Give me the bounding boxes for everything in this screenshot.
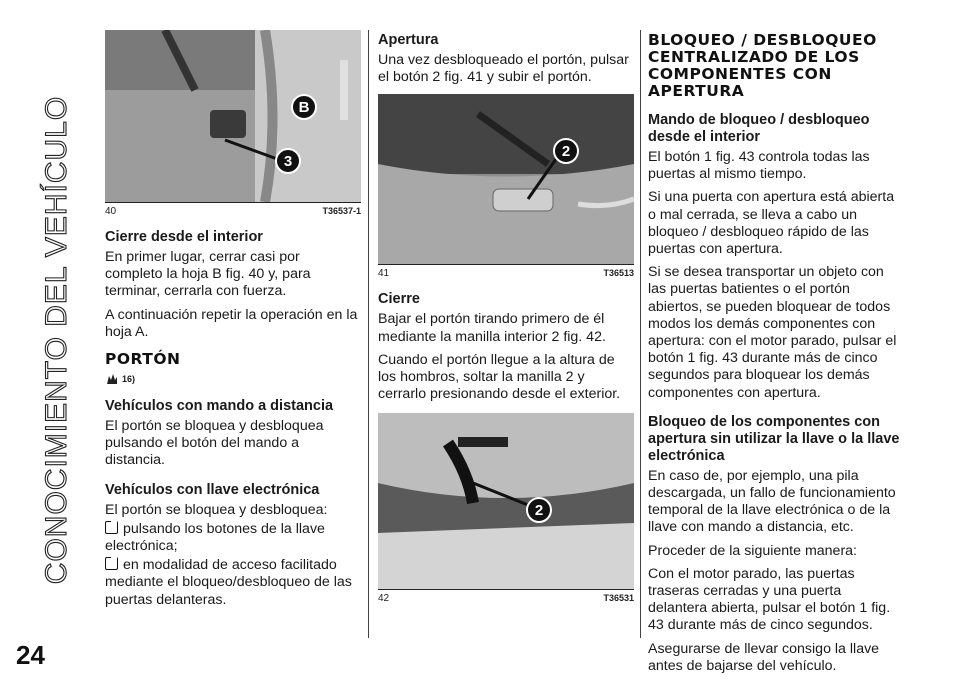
heading-mando-interior: Mando de bloqueo / desbloqueo desde el interior xyxy=(648,112,870,145)
paragraph: El botón 1 fig. 43 controla todas las puertas al mismo tiempo. xyxy=(648,149,870,183)
figure-40-illustration xyxy=(105,30,361,202)
paragraph: Con el motor parado, las puertas traseras cerradas y una puerta delantera abierta, pulsar el botón 1 fig. 43 durante más de cinco segundos. xyxy=(648,565,891,634)
heading-cierre: Cierre xyxy=(378,291,420,308)
bullet-text: pulsando los botones de la llave electrónica; xyxy=(105,520,325,555)
heading-cierre-interior: Cierre desde el interior xyxy=(105,229,263,245)
paragraph: El portón se bloquea y desbloquea: xyxy=(105,501,328,518)
figure-41 xyxy=(378,94,634,265)
figure-number: 40 xyxy=(105,206,117,217)
paragraph: En caso de, por ejemplo, una pila descargada, un fallo de funcionamiento temporal de la llave electrónica o de la llave con mando a distancia, etc. xyxy=(648,467,896,536)
callout-3: 3 xyxy=(275,148,301,174)
warning-reference xyxy=(105,372,361,386)
figure-code: T36513 xyxy=(603,268,634,279)
section-heading-porton: PORTÓN xyxy=(105,350,181,369)
warning-ref-number: 16) xyxy=(122,374,136,385)
paragraph: En primer lugar, cerrar casi por completo la hoja B fig. 40 y, para terminar, cerrarla con fuerza. xyxy=(105,249,311,300)
callout-2: 2 xyxy=(526,497,552,523)
warning-hand-icon xyxy=(105,372,119,386)
figure-code: T36531 xyxy=(603,593,634,604)
bullet-text: en modalidad de acceso facilitado mediante el bloqueo/desbloqueo de las puertas delanteras. xyxy=(105,557,352,608)
figure-number: 41 xyxy=(378,268,390,280)
column-divider xyxy=(368,30,369,638)
column-3 xyxy=(648,30,904,681)
bullet-item xyxy=(105,557,361,609)
heading-mando-distancia: Vehículos con mando a distancia xyxy=(105,398,334,415)
heading-llave-electronica: Vehículos con llave electrónica xyxy=(105,481,320,498)
bullet-item xyxy=(105,521,361,555)
callout-2: 2 xyxy=(553,138,579,164)
paragraph: Asegurarse de llevar consigo la llave antes de bajarse del vehículo. xyxy=(648,640,880,674)
figure-42-illustration xyxy=(378,413,634,589)
heading-apertura: Apertura xyxy=(378,32,439,48)
column-2 xyxy=(378,30,634,604)
paragraph: Una vez desbloqueado el portón, pulsar el botón 2 fig. 41 y subir el portón. xyxy=(378,52,629,86)
bullet-icon xyxy=(105,557,118,570)
column-1 xyxy=(105,30,361,615)
figure-number: 42 xyxy=(378,593,390,605)
column-divider xyxy=(640,30,641,638)
paragraph: Si una puerta con apertura está abierta o mal cerrada, se lleva a cabo un bloqueo / desbloqueo rápido de las puertas con apertura. xyxy=(648,189,895,258)
figure-41-illustration xyxy=(378,94,634,264)
paragraph: Cuando el portón llegue a la altura de los hombros, soltar la manilla 2 y cerrarlo presionando desde el exterior. xyxy=(378,351,621,403)
bullet-icon xyxy=(105,521,118,534)
figure-code: T36537-1 xyxy=(322,206,361,216)
heading-sin-llave: Bloqueo de los componentes con apertura sin utilizar la llave o la llave electrónica xyxy=(648,413,900,464)
paragraph: Proceder de la siguiente manera: xyxy=(648,542,857,559)
paragraph: Bajar el portón tirando primero de él mediante la manilla interior 2 fig. 42. xyxy=(378,311,606,345)
callout-b: B xyxy=(291,94,317,120)
paragraph: Si se desea transportar un objeto con las puertas batientes o el portón abiertos, se pueden bloquear de todos modos los demás componentes con apertura: con el motor parado, pulsar el botón 1 fig. 43 durante más de cinco segundos para bloquear los demás componentes con apertura. xyxy=(648,264,897,401)
figure-42-caption xyxy=(378,593,634,604)
section-heading-bloqueo: BLOQUEO / DESBLOQUEO CENTRALIZADO DE LOS COMPONENTES CON APERTURA xyxy=(648,31,877,100)
figure-40 xyxy=(105,30,361,203)
figure-42 xyxy=(378,413,634,590)
figure-40-caption xyxy=(105,206,361,217)
section-title-vertical: CONOCIMIENTO DEL VEHÍCULO xyxy=(40,95,73,585)
paragraph: A continuación repetir la operación en la hoja A. xyxy=(105,306,358,340)
page-number: 24 xyxy=(16,640,45,670)
figure-41-caption xyxy=(378,268,634,279)
paragraph: El portón se bloquea y desbloquea pulsando el botón del mando a distancia. xyxy=(105,418,324,469)
